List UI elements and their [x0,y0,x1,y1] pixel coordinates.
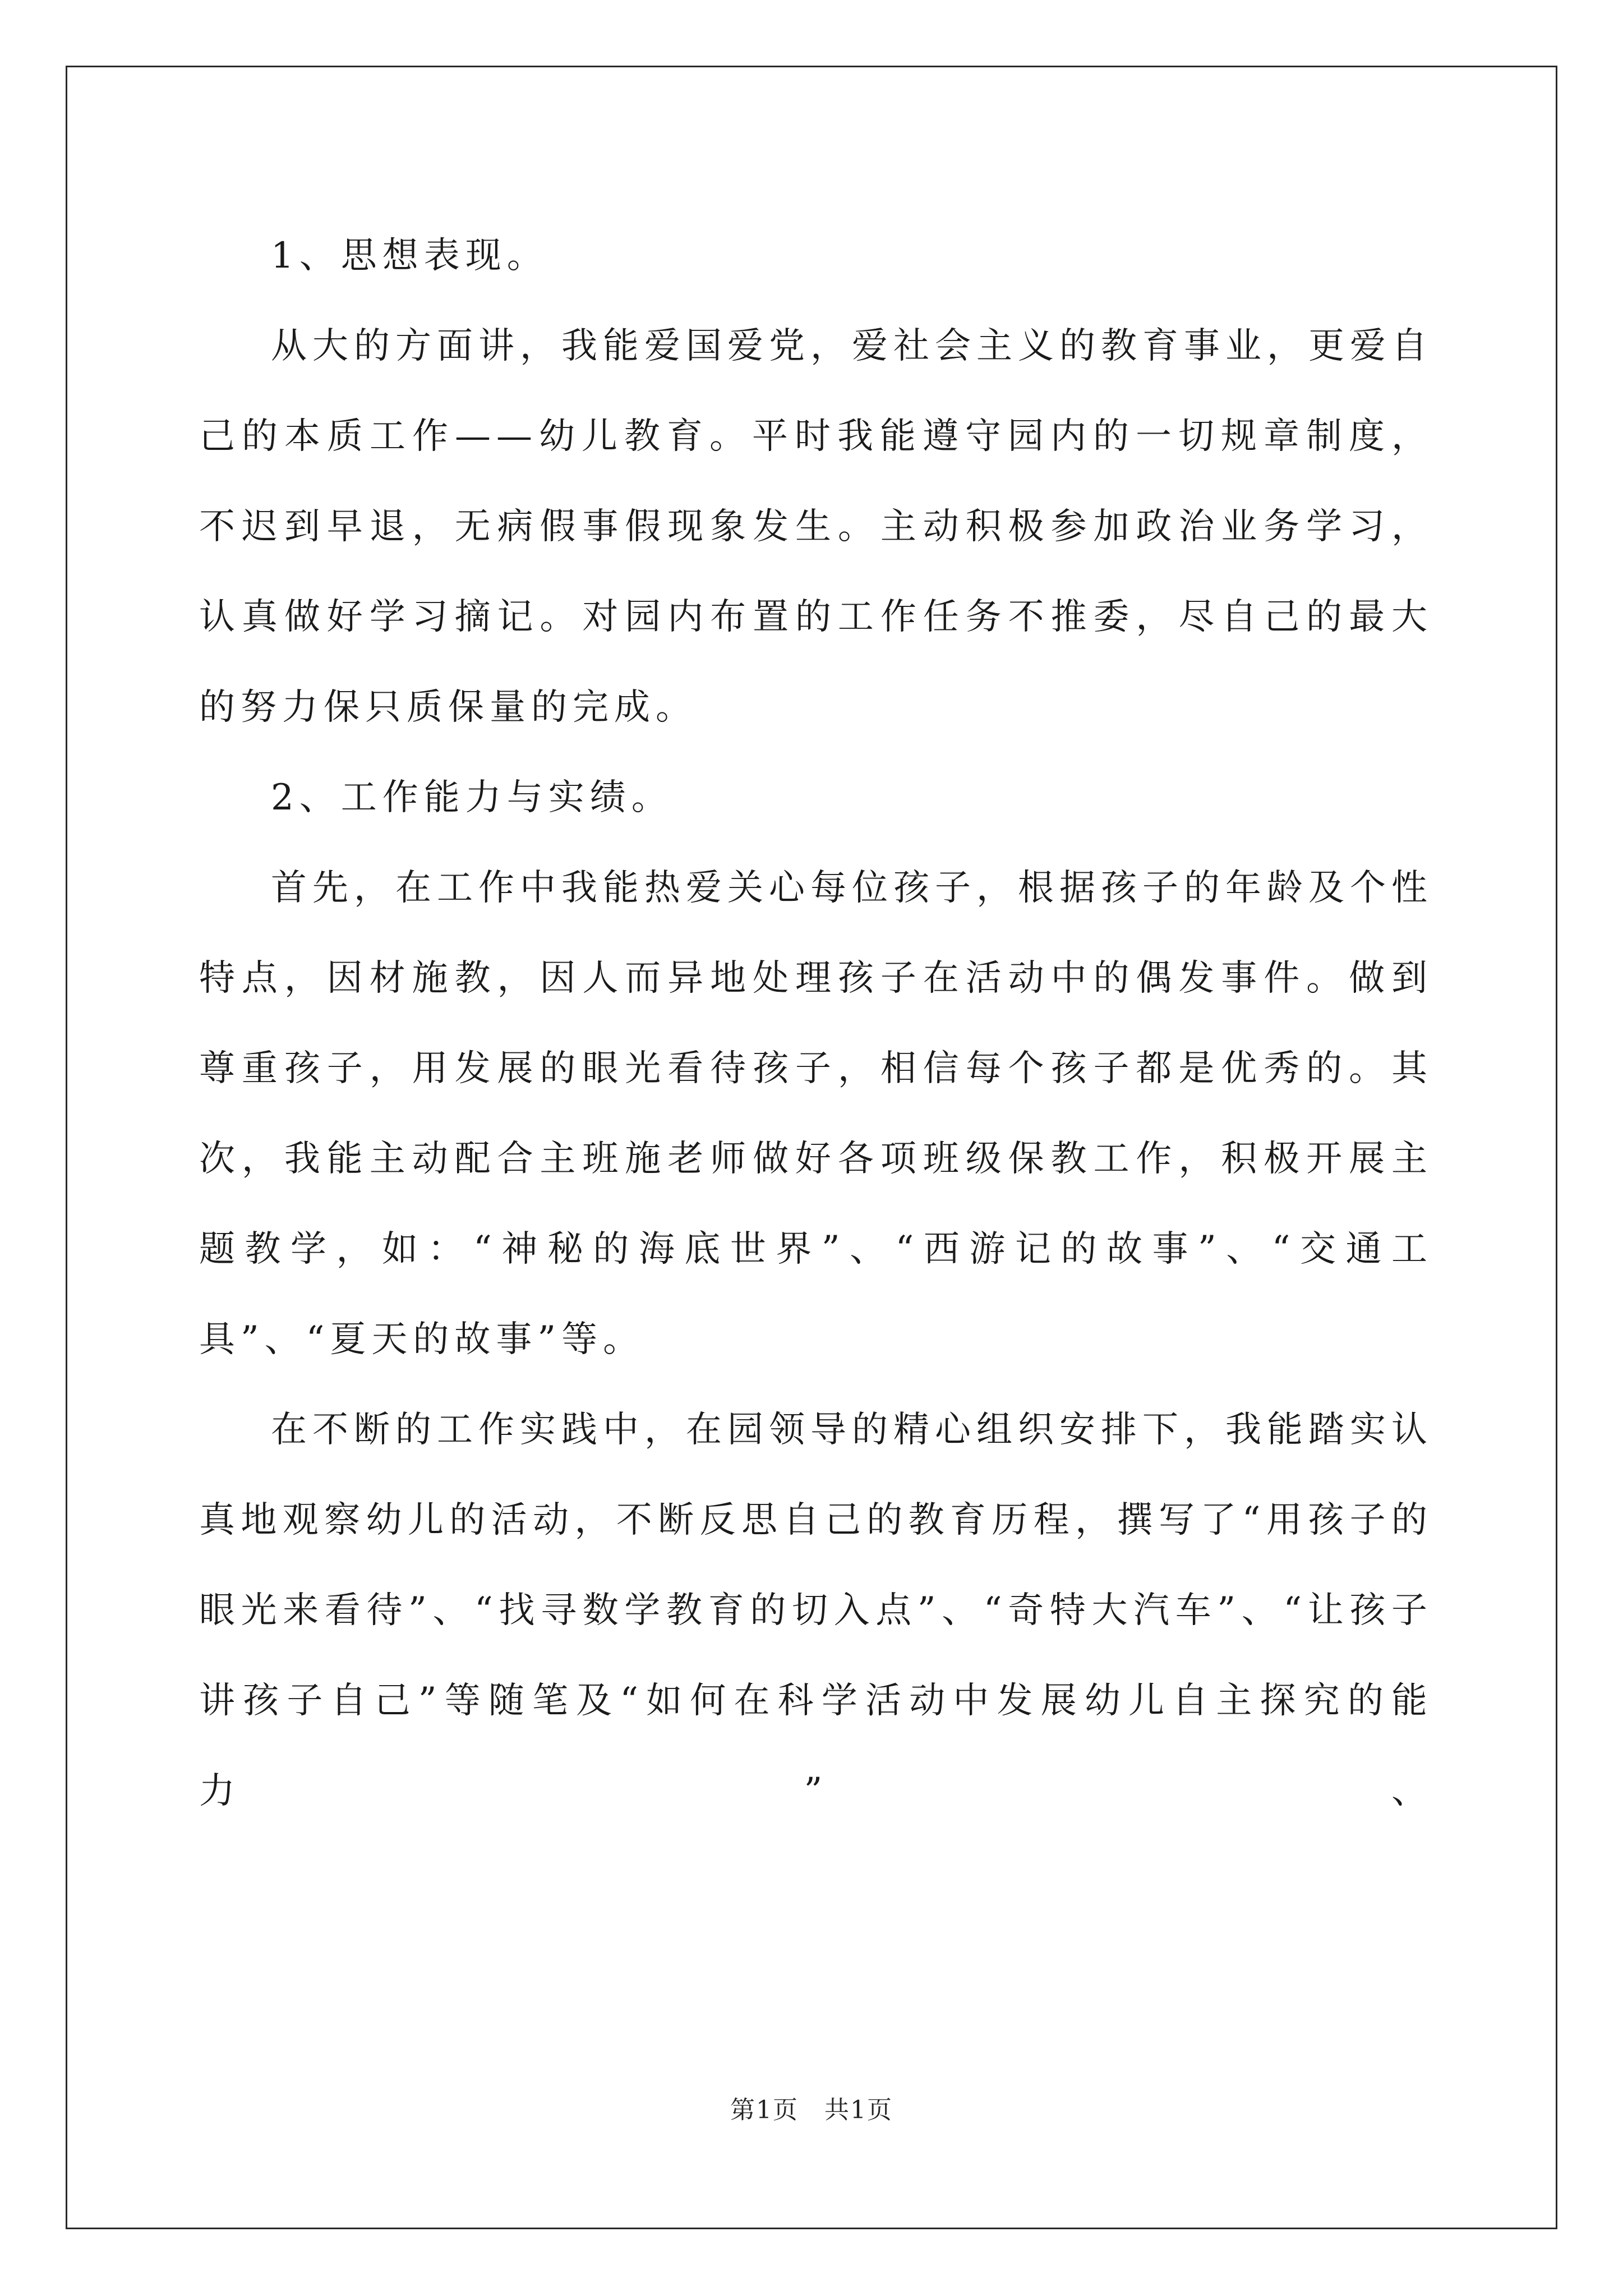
paragraph-heading-1: 1、思想表现。 [271,235,548,277]
paragraph-heading-2: 2、工作能力与实绩。 [271,777,673,818]
paragraph-thinking: 从大的方面讲，我能爱国爱党，爱社会主义的教育事业，更爱自己的本质工作——幼儿教育。平时我能遵守园内的一切规章制度，不迟到早退，无病假事假现象发生。主动积极参加政治业务学习，认真做好学习摘记。对园内布置的工作任务不推委，尽自己的最大的努力保只质保量的完成。 [199,325,1433,728]
paragraph-work-ability: 首先，在工作中我能热爱关心每位孩子，根据孩子的年龄及个性特点，因材施教，因人而异地处理孩子在活动中的偶发事件。做到尊重孩子，用发展的眼光看待孩子，相信每个孩子都是优秀的。其次，我能主动配合主班施老师做好各项班级保教工作，积极开展主题教学，如：“神秘的海底世界”、“西游记的故事”、“交通工具”、“夏天的故事”等。 [199,867,1433,1360]
page-number-footer: 第1页 共1页 [730,2096,893,2124]
document-body [199,211,1433,1837]
paragraph-practice: 在不断的工作实践中，在园领导的精心组织安排下，我能踏实认真地观察幼儿的活动，不断反思自己的教育历程，撰写了“用孩子的眼光来看待”、“找寻数学教育的切入点”、“奇特大汽车”、“让孩子讲孩子自己”等随笔及“如何在科学活动中发展幼儿自主探究的能力”、 [199,1409,1433,1812]
